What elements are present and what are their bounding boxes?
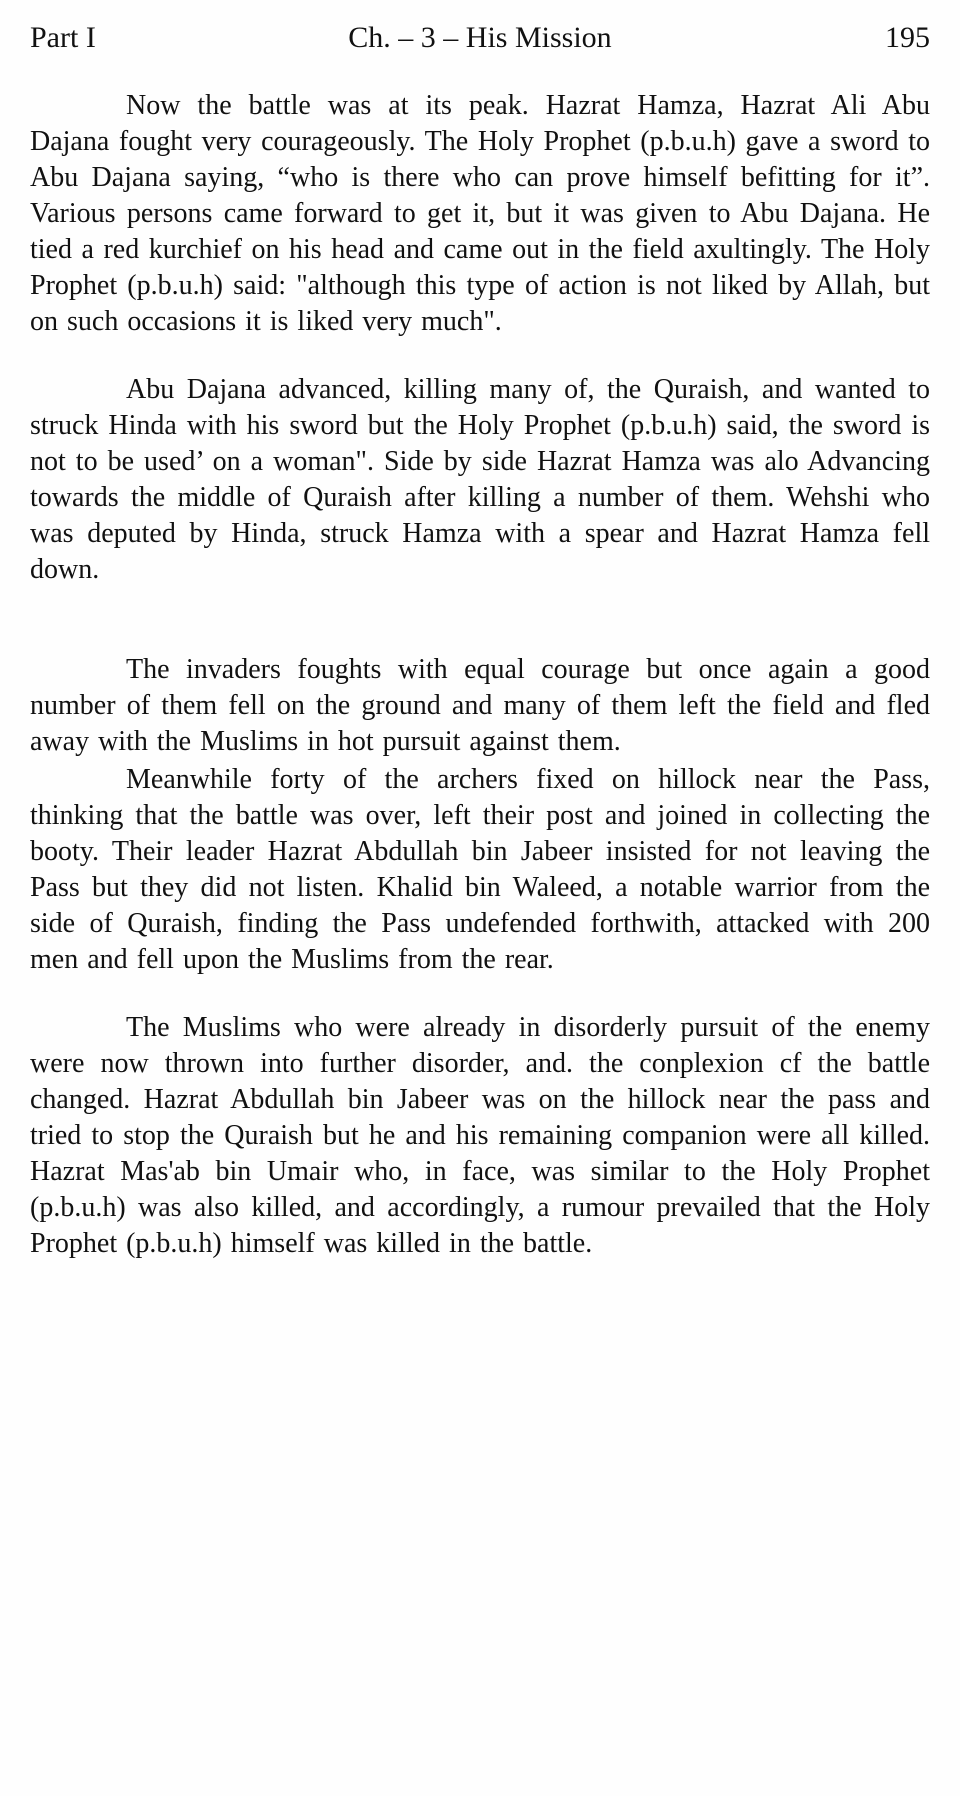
paragraph-abu-dajana-advanced: Abu Dajana advanced, killing many of, the Quraish, and wanted to struck Hinda with his sword but the Holy Prophet (p.b.u.h) said, the sword is not to be used’ on a woman". Side by side Hazrat Hamza was alo Advancing towards the middle of Quraish after killing a number of them. Wehshi who was deputed by Hinda, struck Hamza with a spear and Hazrat Hamza fell down. bbox=[30, 374, 930, 585]
page-body bbox=[30, 88, 930, 1262]
paragraph-invaders-fought: The invaders foughts with equal courage but once again a good number of them fell on the ground and many of them left the field and fled away with the Muslims in hot pursuit against them. bbox=[30, 654, 930, 757]
paragraph-muslims-disorder: The Muslims who were already in disorderly pursuit of the enemy were now thrown into further disorder, and. the conplexion cf the battle changed. Hazrat Abdullah bin Jabeer was on the hillock near the pass and tried to stop the Quraish but he and his remaining companion were all killed. Hazrat Mas'ab bin Umair who, in face, was similar to the Holy Prophet (p.b.u.h) was also killed, and accordingly, a rumour prevailed that the Holy Prophet (p.b.u.h) himself was killed in the battle. bbox=[30, 1012, 930, 1259]
page-header bbox=[30, 18, 930, 58]
paragraph-archers-left-pass: Meanwhile forty of the archers fixed on hillock near the Pass, thinking that the battle was over, left their post and joined in collecting the booty. Their leader Hazrat Abdullah bin Jabeer insisted for not leaving the Pass but they did not listen. Khalid bin Waleed, a notable warrior from the side of Quraish, finding the Pass undefended forthwith, attacked with 200 men and fell upon the Muslims from the rear. bbox=[30, 764, 930, 975]
header-chapter-title: Ch. – 3 – His Mission bbox=[348, 21, 612, 54]
paragraph-battle-peak: Now the battle was at its peak. Hazrat Hamza, Hazrat Ali Abu Dajana fought very courageously. The Holy Prophet (p.b.u.h) gave a sword to Abu Dajana saying, “who is there who can prove himself befitting for it”. Various persons came forward to get it, but it was given to Abu Dajana. He tied a red kurchief on his head and came out in the field axultingly. The Holy Prophet (p.b.u.h) said: "although this type of action is not liked by Allah, but on such occasions it is liked very much". bbox=[30, 90, 930, 337]
header-part-label: Part I bbox=[30, 21, 96, 54]
header-page-number: 195 bbox=[885, 21, 930, 54]
